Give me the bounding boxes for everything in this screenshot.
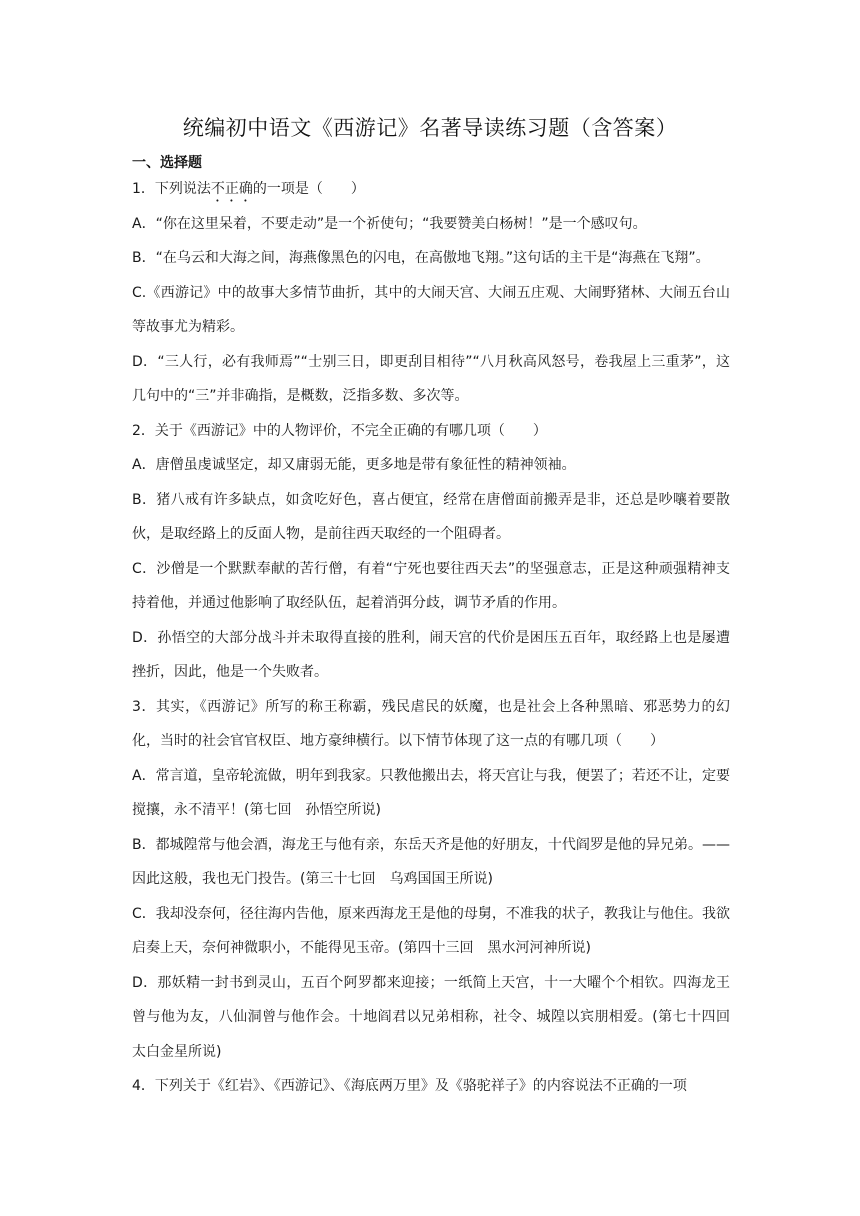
question-3-option-c: C．我却没奈何，径往海内告他，原来西海龙王是他的母舅，不准我的状子，教我让与他住。我欲启奏上天，奈何神微职小，不能得见玉帝。(第四十三回 黑水河河神所说) [132, 905, 730, 956]
question-3-option-d: D．那妖精一封书到灵山，五百个阿罗都来迎接；一纸简上天宫，十一大曜个个相钦。四海龙王曾与他为友，八仙洞曾与他作会。十地阎君以兄弟相称，社令、城隍以宾朋相爱。(第七十四回 太白金星所说) [132, 974, 744, 1060]
question-2-option-d: D．孙悟空的大部分战斗并未取得直接的胜利，闹天宫的代价是困压五百年，取经路上也是屡遭挫折，因此，他是一个失败者。 [132, 629, 730, 680]
question-2-stem: 2．关于《西游记》中的人物评价，不完全正确的有哪几项（ ） [132, 422, 547, 439]
question-4-stem: 4．下列关于《红岩》、《西游记》、《海底两万里》及《骆驼祥子》的内容说法不正确的一项 [132, 1078, 687, 1094]
document-title: 统编初中语文《西游记》名著导读练习题（含答案） [182, 116, 678, 140]
question-3-option-b: B．都城隍常与他会酒，海龙王与他有亲，东岳天齐是他的好朋友，十代阎罗是他的异兄弟。——因此这般，我也无门投告。(第三十七回 乌鸡国国王所说) [132, 836, 730, 887]
question-1-stem: 1．下列说法不正确的一项是（ ） [132, 181, 365, 197]
question-1-option-b: B．“在乌云和大海之间，海燕像黑色的闪电，在高傲地飞翔。”这句话的主干是“海燕在飞翔”。 [132, 250, 710, 266]
question-1-option-c: C.《西游记》中的故事大多情节曲折，其中的大闹天宫、大闹五庄观、大闹野猪林、大闹五台山等故事尤为精彩。 [132, 284, 730, 335]
question-2-option-a: A．唐僧虽虔诚坚定，却又庸弱无能，更多地是带有象征性的精神领袖。 [132, 457, 576, 473]
question-list [132, 172, 744, 1104]
question-1-option-d: D．“三人行，必有我师焉”“士别三日，即更刮目相待”“八月秋高风怒号，卷我屋上三重茅”，这几句中的“三”并非确指，是概数，泛指多数、多次等。 [132, 353, 730, 404]
question-3-option-a: A．常言道，皇帝轮流做，明年到我家。只教他搬出去，将天宫让与我，便罢了；若还不让，定要搅攘，永不清平！(第七回 孙悟空所说) [132, 767, 730, 818]
question-2-option-c: C．沙僧是一个默默奉献的苦行僧，有着“宁死也要往西天去”的坚强意志，正是这种顽强精神支持着他，并通过他影响了取经队伍，起着消弭分歧，调节矛盾的作用。 [132, 560, 730, 611]
emphasis-mark: 不正确 [210, 181, 253, 197]
question-3-stem: 3．其实，《西游记》所写的称王称霸，残民虐民的妖魔，也是社会上各种黑暗、邪恶势力的幻化，当时的社会官官权臣、地方豪绅横行。以下情节体现了这一点的有哪几项（ ） [132, 698, 730, 749]
question-2-option-b: B．猪八戒有许多缺点，如贪吃好色，喜占便宜，经常在唐僧面前搬弄是非，还总是吵嚷着要散伙，是取经路上的反面人物，是前往西天取经的一个阻碍者。 [132, 491, 730, 542]
question-1-option-a: A．“你在这里呆着，不要走动”是一个祈使句；“我要赞美白杨树！”是一个感叹句。 [132, 215, 647, 232]
section-heading: 一、选择题 [132, 155, 202, 171]
